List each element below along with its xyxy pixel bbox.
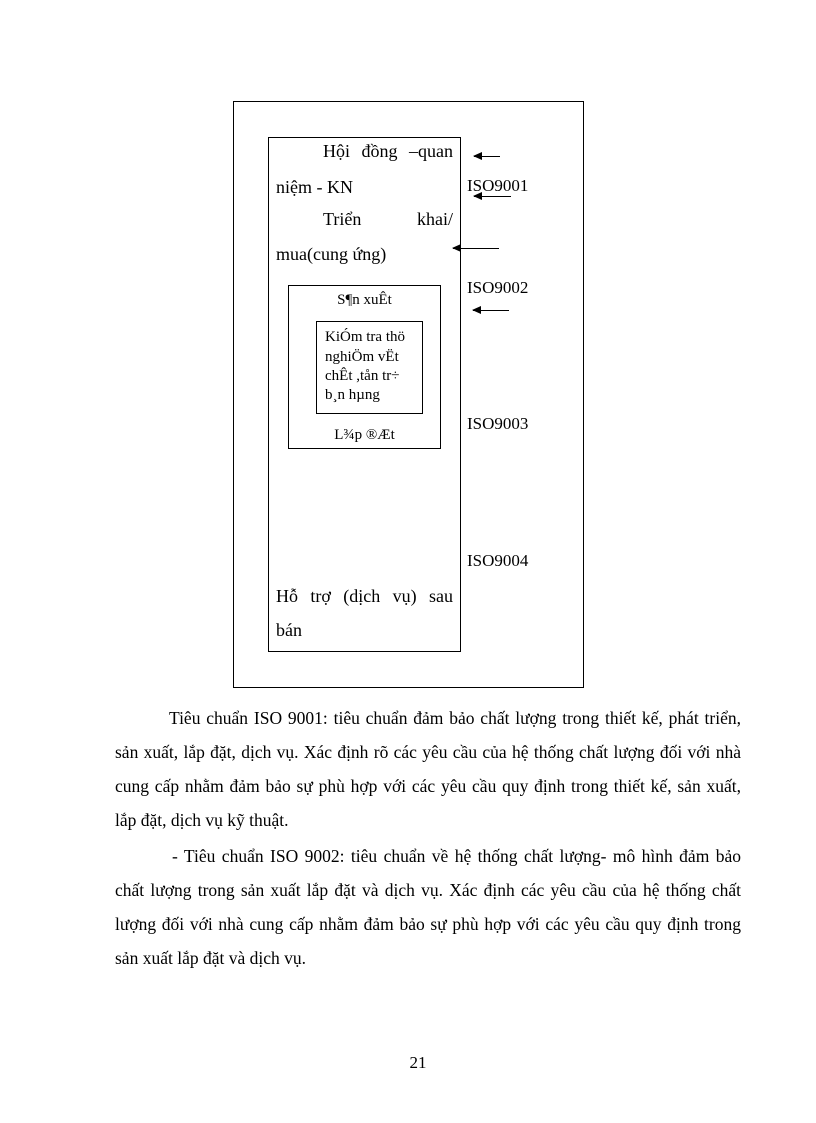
inspection-line-3: chÊt ,tån tr÷ bbox=[325, 368, 400, 384]
left-arrow-icon bbox=[474, 196, 511, 197]
left-arrow-icon bbox=[474, 156, 500, 157]
iso9002-label: ISO9002 bbox=[467, 278, 529, 297]
inspection-line-2: nghiÖm vËt bbox=[325, 349, 399, 365]
inspection-line-4: b¸n hµng bbox=[325, 387, 380, 403]
inspection-line-1: KiÓm tra thö bbox=[325, 329, 405, 345]
cycle-line-1: Hội đồng –quan bbox=[323, 141, 453, 161]
paragraph-iso9002: - Tiêu chuẩn ISO 9002: tiêu chuẩn về hệ thống chất lượng- mô hình đảm bảo chất lượng trong sản xuất lắp đặt và dịch vụ. Xác định các yêu cầu của hệ thống chất lượng đối với nhà cung cấp nhằm đảm bảo sự phù hợp với các yêu cầu quy định trong sản xuất lắp đặt và dịch vụ. bbox=[115, 846, 741, 968]
cycle-line-4: mua(cung ứng) bbox=[276, 244, 387, 264]
iso9004-label: ISO9004 bbox=[467, 551, 529, 570]
paragraph-iso9001: Tiêu chuẩn ISO 9001: tiêu chuẩn đảm bảo chất lượng trong thiết kế, phát triển, sản xuất, lắp đặt, dịch vụ. Xác định rõ các yêu cầu của hệ thống chất lượng đối với nhà cung cấp nhằm đảm bảo sự phù hợp với các yêu cầu quy định trong thiết kế, sản xuất, lắp đặt, dịch vụ kỹ thuật. bbox=[115, 708, 741, 830]
cycle-line-2: niệm - KN bbox=[276, 177, 353, 197]
iso9001-label: ISO9001 bbox=[467, 176, 529, 195]
support-line-1: Hỗ trợ (dịch vụ) sau bbox=[276, 586, 453, 606]
left-arrow-icon bbox=[453, 248, 499, 249]
cycle-line-3: Triển khai/ bbox=[323, 209, 453, 229]
production-label: S¶n xuÊt bbox=[337, 292, 392, 308]
page-number: 21 bbox=[409, 1053, 427, 1072]
left-arrow-icon bbox=[473, 310, 509, 311]
support-line-2: bán bbox=[276, 620, 302, 640]
installation-label: L¾p ®Æt bbox=[334, 427, 395, 443]
body-text bbox=[115, 701, 741, 975]
iso9003-label: ISO9003 bbox=[467, 414, 529, 433]
